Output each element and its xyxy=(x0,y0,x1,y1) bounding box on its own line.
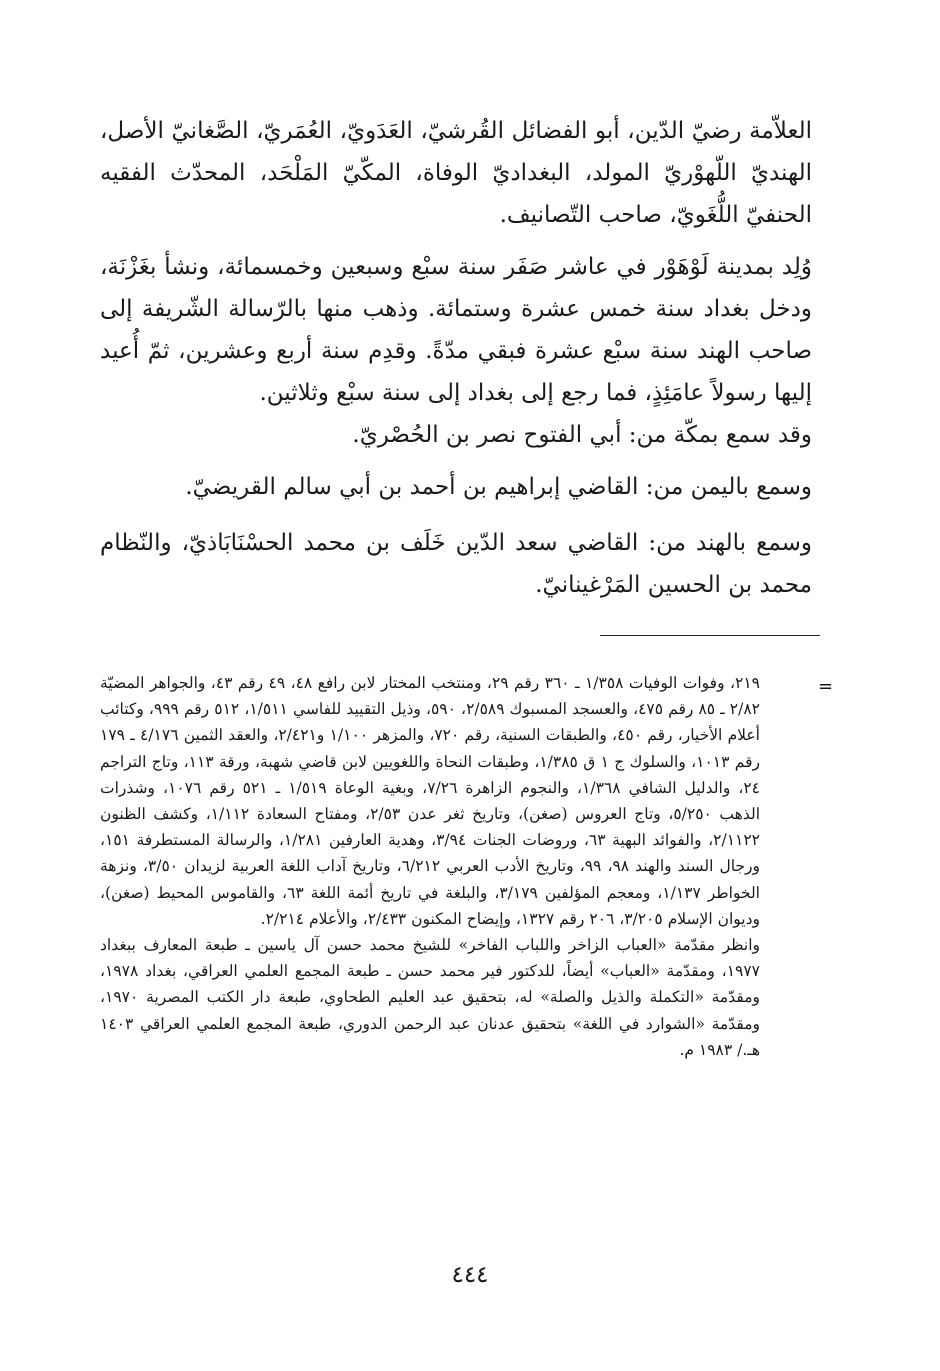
main-text xyxy=(100,110,812,606)
page-number: ٤٤٤ xyxy=(451,1262,489,1288)
footnote-continuation-marker: = xyxy=(818,676,834,697)
heard-in-india-paragraph: وسمع بالهند من: القاضي سعد الدّين خَلَف بن محمد الحسْنَابَاذيّ، والنّظام محمد بن الحسين المَرْغينانيّ. xyxy=(100,530,812,598)
footnotes xyxy=(100,670,760,1063)
biography-life-paragraph: وُلِد بمدينة لَوْهَوْر في عاشر صَفَر سنة سبْع وسبعين وخمسمائة، ونشأ بغَزْنَة، ودخل بغداد سنة خمس عشرة وستمائة. وذهب منها بالرّسالة الشّريفة إلى صاحب الهند سنة سبْع عشرة فبقي مدّةً. وقدِم سنة أربع وعشرين، ثمّ أُعيد إليها رسولاً عامَئِذٍ، فما رجع إلى بغداد إلى سنة سبْع وثلاثين. xyxy=(100,254,812,406)
biography-intro-paragraph: العلاّمة رضيّ الدّين، أبو الفضائل القُرشيّ، العَدَويّ، العُمَريّ، الصَّغانيّ الأصل، الهنديّ اللّهوْريّ المولد، البغداديّ الوفاة، المكّيّ المَلْحَد، المحدّث الفقيه الحنفيّ اللُّغَويّ، صاحب التّصانيف. xyxy=(100,118,812,228)
footnote-sources: ٢١٩، وفوات الوفيات ١/٣٥٨ ـ ٣٦٠ رقم ٢٩، ومنتخب المختار لابن رافع ٤٨، ٤٩ رقم ٤٣، والجواهر المضيّة ٢/٨٢ ـ ٨٥ رقم ٤٧٥، والعسجد المسبوك ٢/٥٨٩، ٥٩٠، وذيل التقييد للفاسي ١/٥١١، ٥١٢ رقم ٩٩٩، وكتائب أعلام الأخيار، رقم ٤٥٠، والطبقات السنية، رقم ٧٢٠، والمزهر ١/١٠٠ و٢/٤٢١، والعقد الثمين ٤/١٧٦ ـ ١٧٩ رقم ١٠١٣، والسلوك ج ١ ق ١/٣٨٥، وطبقات النحاة واللغويين لابن قاضي شهبة، ورقة ١١٣، وتاج التراجم ٢٤، والدليل الشافي ١/٣٦٨، والنجوم الزاهرة ٧/٢٦، وبغية الوعاة ١/٥١٩ ـ ٥٢١ رقم ١٠٧٦، وشذرات الذهب ٥/٢٥٠، وتاج العروس (صغن)، وتاريخ ثغر عدن ٢/٥٣، ومفتاح السعادة ١/١١٢، وكشف الظنون ٢/١١٢٢، والفوائد البهية ٦٣، وروضات الجنات ٣/٩٤، وهدية العارفين ١/٢٨١، والرسالة المستطرفة ١٥١، ورجال السند والهند ٩٨، ٩٩، وتاريخ الأدب العربي ٦/٢١٢، وتاريخ آداب اللغة العربية لزيدان ٣/٥٠، ونزهة الخواطر ١/١٣٧، ومعجم المؤلفين ٣/١٧٩، والبلغة في تاريخ أئمة اللغة ٦٣، والقاموس المحيط (صغن)، وديوان الإسلام ٣/٢٠٥، ٢٠٦ رقم ١٣٢٧، وإيضاح المكنون ٢/٤٣٣، والأعلام ٢/٢١٤. xyxy=(100,674,761,928)
heard-in-mecca-line: وقد سمع بمكّة من: أبي الفتوح نصر بن الحُصْريّ. xyxy=(352,422,812,448)
footnote-see-also: وانظر مقدّمة «العباب الزاخر واللباب الفاخر» للشيخ محمد حسن آل ياسين ـ طبعة المعارف ببغداد ١٩٧٧، ومقدّمة «العباب» أيضاً، للدكتور فير محمد حسن ـ طبعة المجمع العلمي العراقي، بغداد ١٩٧٨، ومقدّمة «التكملة والذيل والصلة» له، بتحقيق عبد العليم الطحاوي، طبعة دار الكتب المصرية ١٩٧٠، ومقدّمة «الشوارد في اللغة» بتحقيق عدنان عبد الرحمن الدوري، طبعة المجمع العلمي العراقي ١٤٠٣ هـ./ ١٩٨٣ م. xyxy=(100,936,760,1059)
footnote-divider xyxy=(600,635,820,636)
heard-in-yemen-line: وسمع باليمن من: القاضي إبراهيم بن أحمد بن أبي سالم القريضيّ. xyxy=(185,474,812,500)
